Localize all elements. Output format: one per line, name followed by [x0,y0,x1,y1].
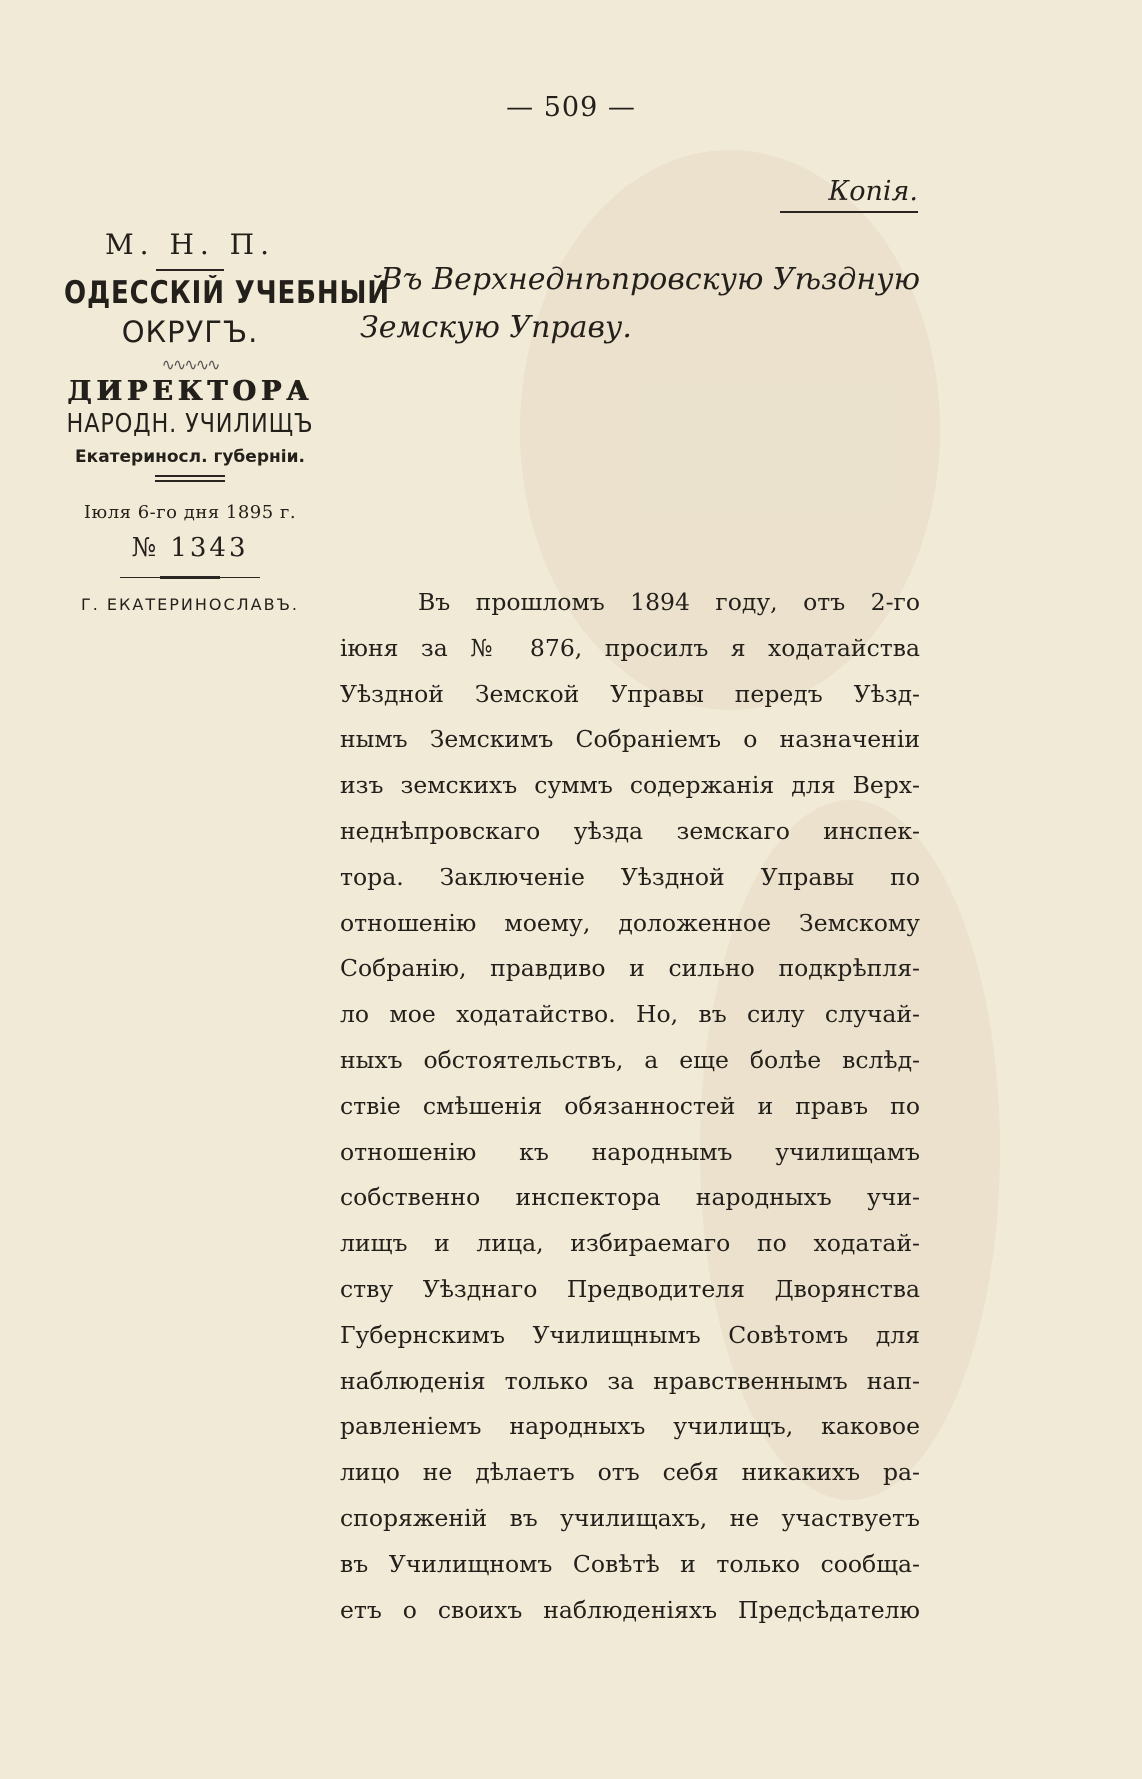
district-name: ОДЕССКІЙ УЧЕБНЫЙ [64,275,390,311]
body-line: тора. Заключеніе Уѣздной Управы по [340,862,920,891]
recipient-address [360,256,920,352]
body-line: лищъ и лица, избираемаго по ходатай- [340,1229,920,1258]
body-line: равленіемъ народныхъ училищъ, каковое [340,1412,920,1441]
divider [160,576,220,579]
double-divider [155,475,225,482]
body-line: Собранію, правдиво и сильно подкрѣпля- [340,954,920,983]
letterhead [40,228,390,614]
letter-date: Іюля 6-го дня 1895 г. [83,502,297,523]
body-line: ло мое ходатайство. Но, въ силу случай- [340,1000,920,1029]
body-line: Въ прошломъ 1894 году, отъ 2-го [418,588,920,616]
body-line: нымъ Земскимъ Собраніемъ о назначеніи [340,725,920,754]
copy-mark: Копія. [780,176,918,213]
body-line: Уѣздной Земской Управы передъ Уѣзд- [340,679,920,708]
divider [156,269,224,271]
district-name-line2: ОКРУГЪ. [121,315,259,349]
body-line: собственно инспектора народныхъ учи- [340,1183,920,1212]
body-line: споряженій въ училищахъ, не участвуетъ [340,1503,920,1532]
body-line: отношенію къ народнымъ училищамъ [340,1137,920,1166]
city-name: Г. ЕКАТЕРИНОСЛАВЪ. [81,595,299,614]
province-name: Екатериносл. губерніи. [75,447,305,467]
body-line: ныхъ обстоятельствъ, а еще болѣе вслѣд- [340,1045,920,1074]
page-number: — 509 — [506,92,636,123]
body-line: ствіе смѣшенія обязанностей и правъ по [340,1091,920,1120]
letter-number: № 1343 [131,533,249,563]
body-line: отношенію моему, доложенное Земскому [340,908,920,937]
body-line: наблюденія только за нравственнымъ нап- [340,1366,920,1395]
body-line: неднѣпровскаго уѣзда земскаго инспек- [340,816,920,845]
letter-body [340,580,920,1633]
body-line: ству Уѣзднаго Предводителя Дворянства [340,1274,920,1303]
ministry-abbreviation: М. Н. П. [104,228,275,261]
schools-title: НАРОДН. УЧИЛИЩЪ [66,409,314,439]
body-line: Губернскимъ Училищнымъ Совѣтомъ для [340,1320,920,1349]
wavy-divider-icon: ∿∿∿∿∿ [161,355,219,374]
address-line-2: Земскую Управу. [360,310,632,345]
body-line: етъ о своихъ наблюденіяхъ Предсѣдателю [340,1595,920,1624]
director-title: ДИРЕКТОРА [67,376,313,407]
body-line: іюня за № 876, просилъ я ходатайства [340,633,920,662]
body-line: въ Училищномъ Совѣтѣ и только сообща- [340,1549,920,1578]
address-line-1: Въ Верхнеднѣпровскую Уѣздную [380,262,920,297]
body-line: изъ земскихъ суммъ содержанія для Верх- [340,771,920,800]
body-line: лицо не дѣлаетъ отъ себя никакихъ ра- [340,1458,920,1487]
